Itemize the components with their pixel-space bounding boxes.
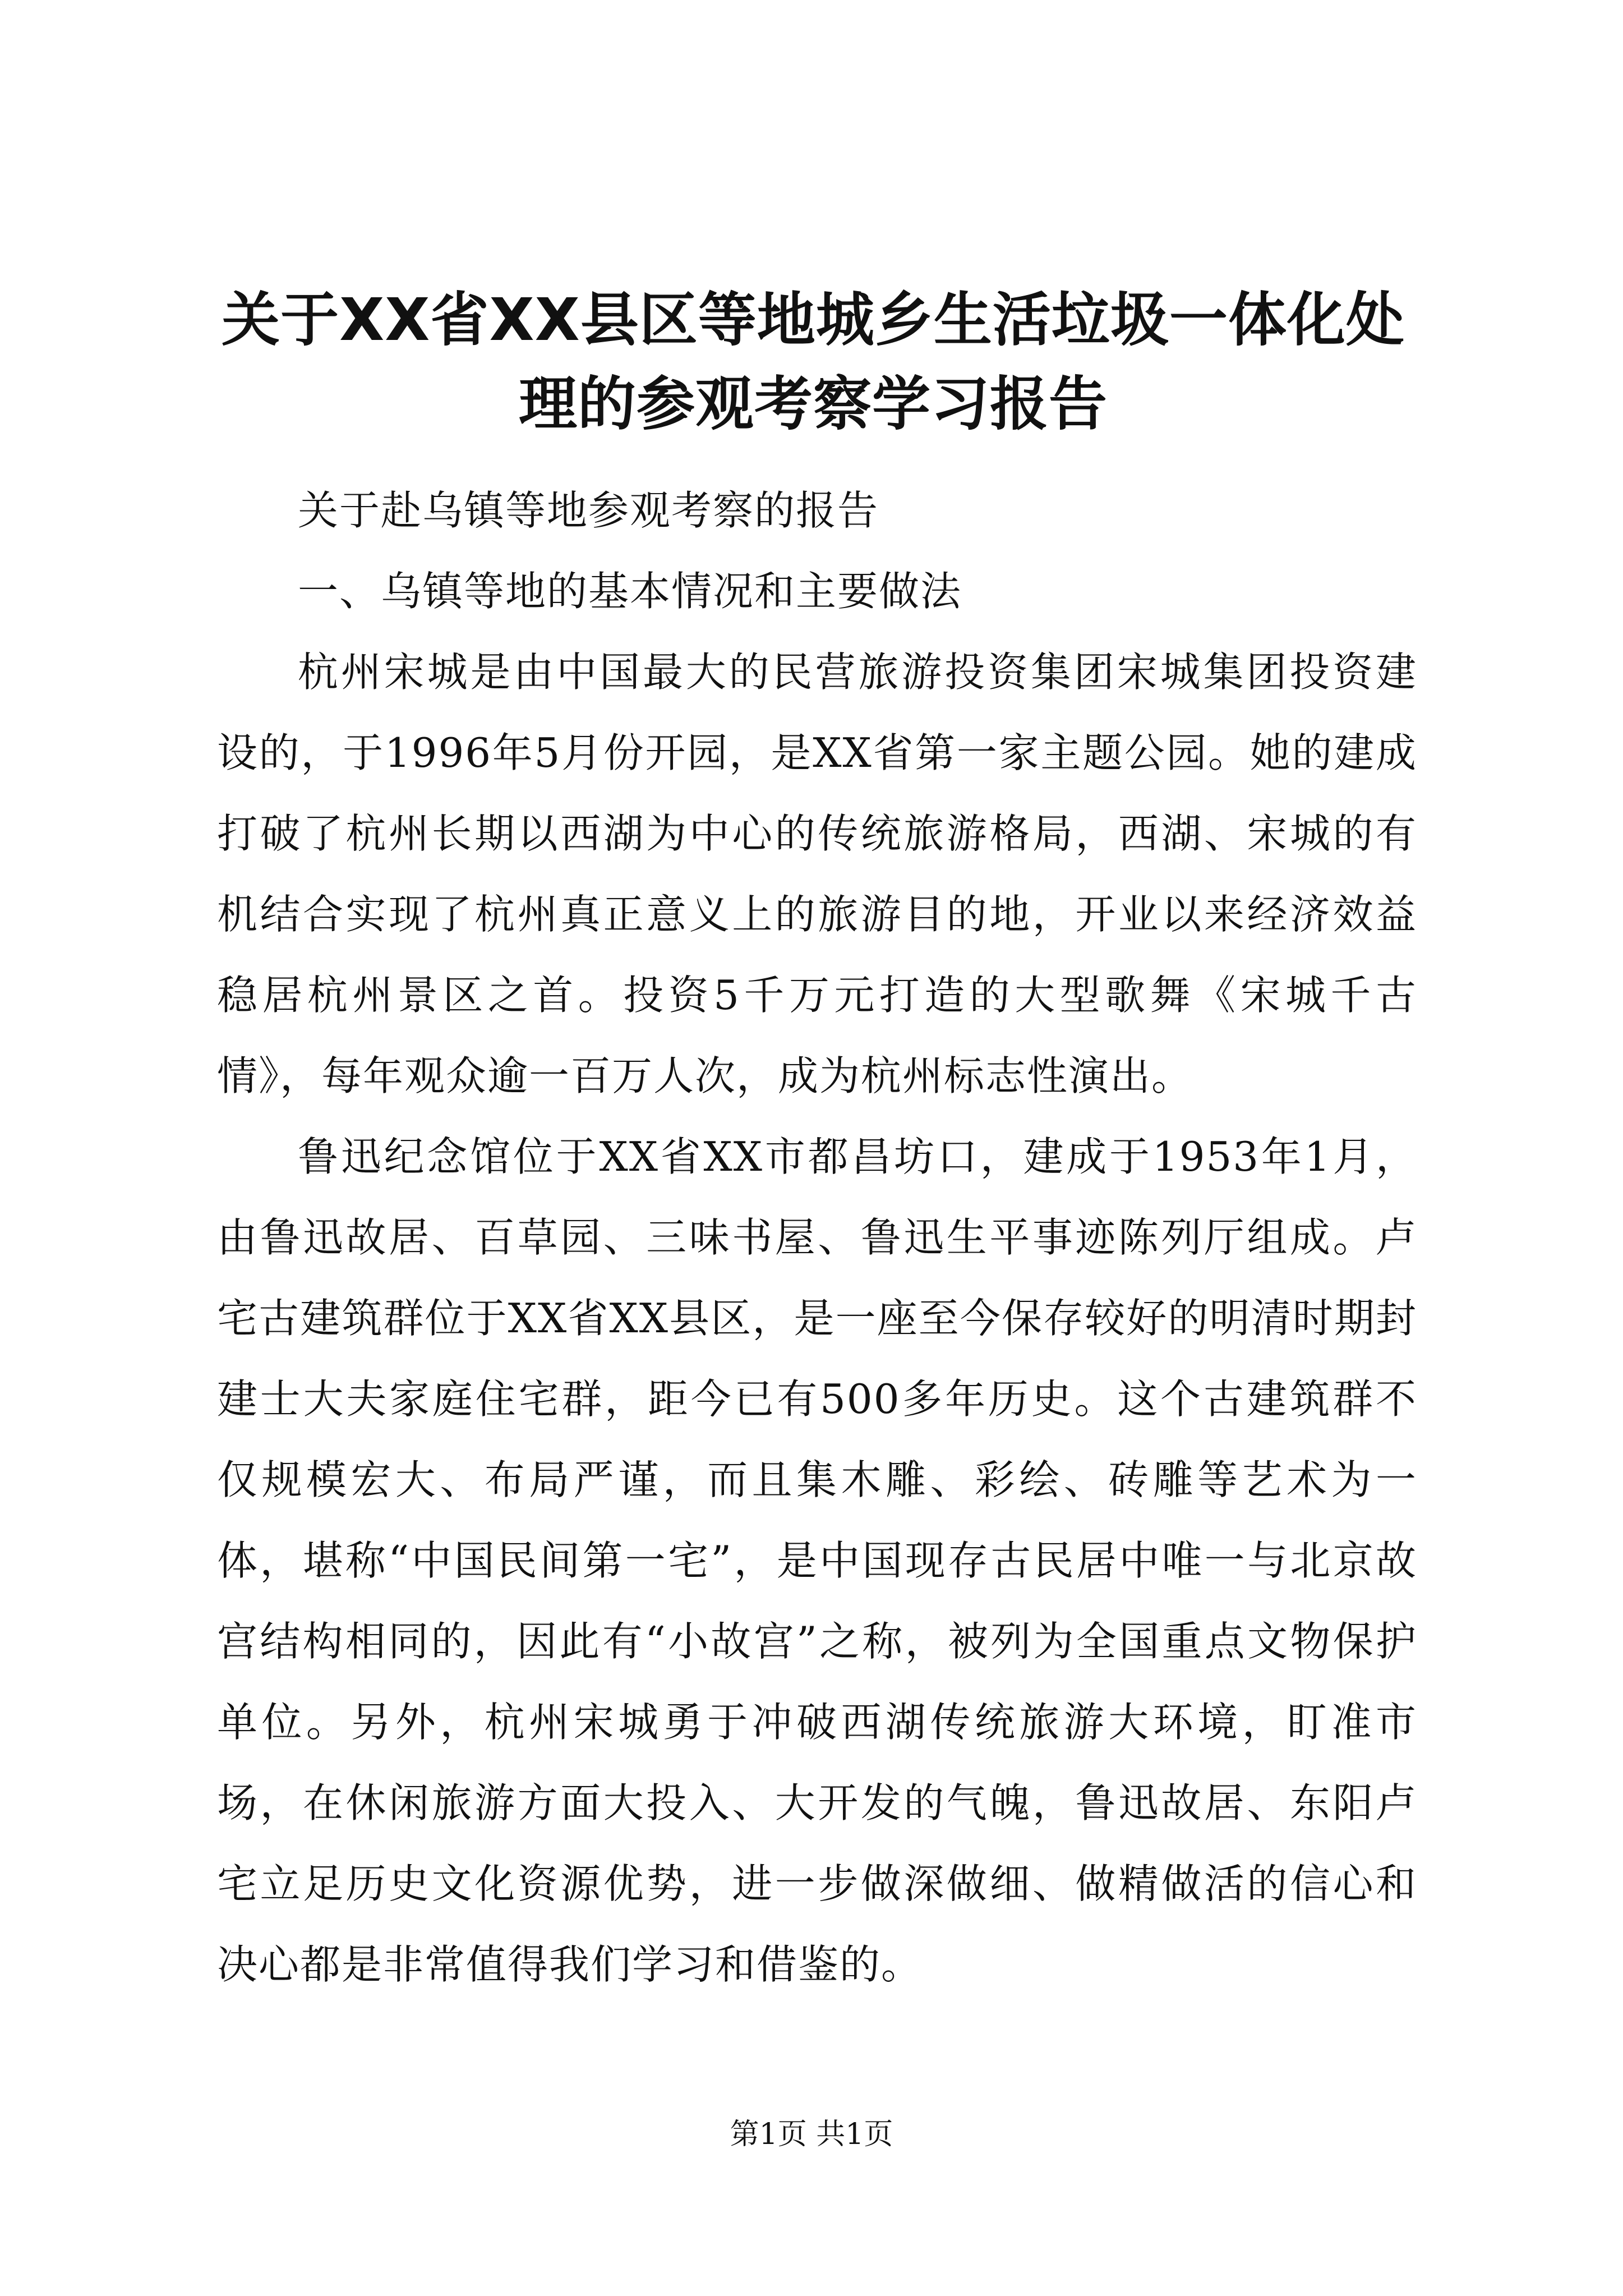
body-paragraph: 鲁迅纪念馆位于XX省XX市都昌坊口，建成于1953年1月，由鲁迅故居、百草园、三味书屋、鲁迅生平事迹陈列厅组成。卢宅古建筑群位于XX省XX县区，是一座至今保存较好的明清时期封建士大夫家庭住宅群，距今已有500多年历史。这个古建筑群不仅规模宏大、布局严谨，而且集木雕、彩绘、砖雕等艺术为一体，堪称“中国民间第一宅”，是中国现存古民居中唯一与北京故宫结构相同的，因此有“小故宫”之称，被列为全国重点文物保护单位。另外，杭州宋城勇于冲破西湖传统旅游大环境，盯准市场，在休闲旅游方面大投入、大开发的气魄，鲁迅故居、东阳卢宅立足历史文化资源优势，进一步做深做细、做精做活的信心和决心都是非常值得我们学习和借鉴的。 <box>217 1133 1417 1988</box>
report-subtitle: 关于赴乌镇等地参观考察的报告 <box>298 487 879 534</box>
document-body <box>217 470 1417 2005</box>
page-number-footer: 第1页 共1页 <box>730 2118 893 2151</box>
page-title: 关于XX省XX县区等地城乡生活垃圾一体化处理的参观考察学习报告 <box>222 286 1405 438</box>
body-paragraph: 杭州宋城是由中国最大的民营旅游投资集团宋城集团投资建设的，于1996年5月份开园，是XX省第一家主题公园。她的建成打破了杭州长期以西湖为中心的传统旅游格局，西湖、宋城的有机结合实现了杭州真正意义上的旅游目的地，开业以来经济效益稳居杭州景区之首。投资5千万元打造的大型歌舞《宋城千古情》，每年观众逾一百万人次，成为杭州标志性演出。 <box>217 648 1417 1099</box>
section-heading: 一、乌镇等地的基本情况和主要做法 <box>298 568 962 615</box>
